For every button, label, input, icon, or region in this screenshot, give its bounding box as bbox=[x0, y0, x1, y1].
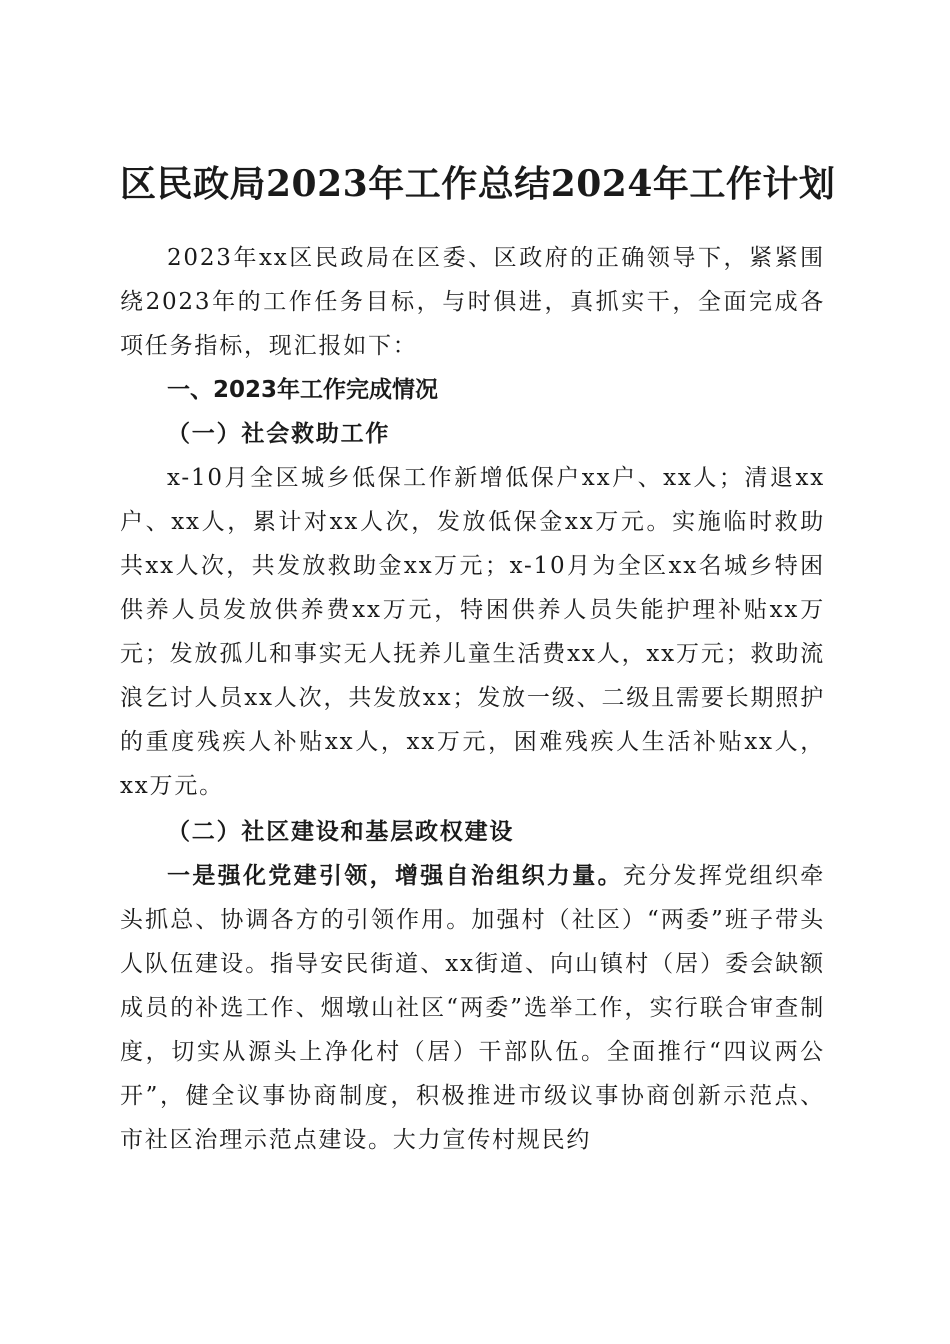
document-title: 区民政局2023年工作总结2024年工作计划 bbox=[120, 163, 836, 206]
paragraph-body: 充分发挥党组织牵头抓总、协调各方的引领作用。加强村（社区）“两委”班子带头人队伍建设。指导安民街道、xx街道、向山镇村（居）委会缺额成员的补选工作、烟墩山社区“两委”选举工作，实行联合审查制度，切实从源头上净化村（居）干部队伍。全面推行“四议两公开”，健全议事协商制度，积极推进市级议事协商创新示范点、市社区治理示范点建设。大力宣传村规民约 bbox=[120, 863, 825, 1153]
intro-paragraph: 2023年xx区民政局在区委、区政府的正确领导下，紧紧围绕2023年的工作任务目标，与时俱进，真抓实干，全面完成各项任务指标，现汇报如下： bbox=[120, 245, 825, 359]
paragraph-lead-sentence: 一是强化党建引领，增强自治组织力量。 bbox=[167, 862, 623, 889]
section-1-heading: 一、2023年工作完成情况 bbox=[167, 377, 439, 403]
social-assistance-paragraph: x-10月全区城乡低保工作新增低保户xx户、xx人；清退xx户、xx人，累计对xx人次，发放低保金xx万元。实施临时救助共xx人次，共发放救助金xx万元；x-10月为全区xx名城乡特困供养人员发放供养费xx万元，特困供养人员失能护理补贴xx万元；发放孤儿和事实无人抚养儿童生活费xx人，xx万元；救助流浪乞讨人员xx人次，共发放xx；发放一级、二级且需要长期照护的重度残疾人补贴xx人，xx万元，困难残疾人生活补贴xx人，xx万元。 bbox=[120, 465, 825, 799]
section-1-2-heading: （二）社区建设和基层政权建设 bbox=[167, 818, 515, 845]
community-building-paragraph bbox=[120, 854, 825, 1162]
section-1-1-heading: （一）社会救助工作 bbox=[167, 420, 391, 447]
